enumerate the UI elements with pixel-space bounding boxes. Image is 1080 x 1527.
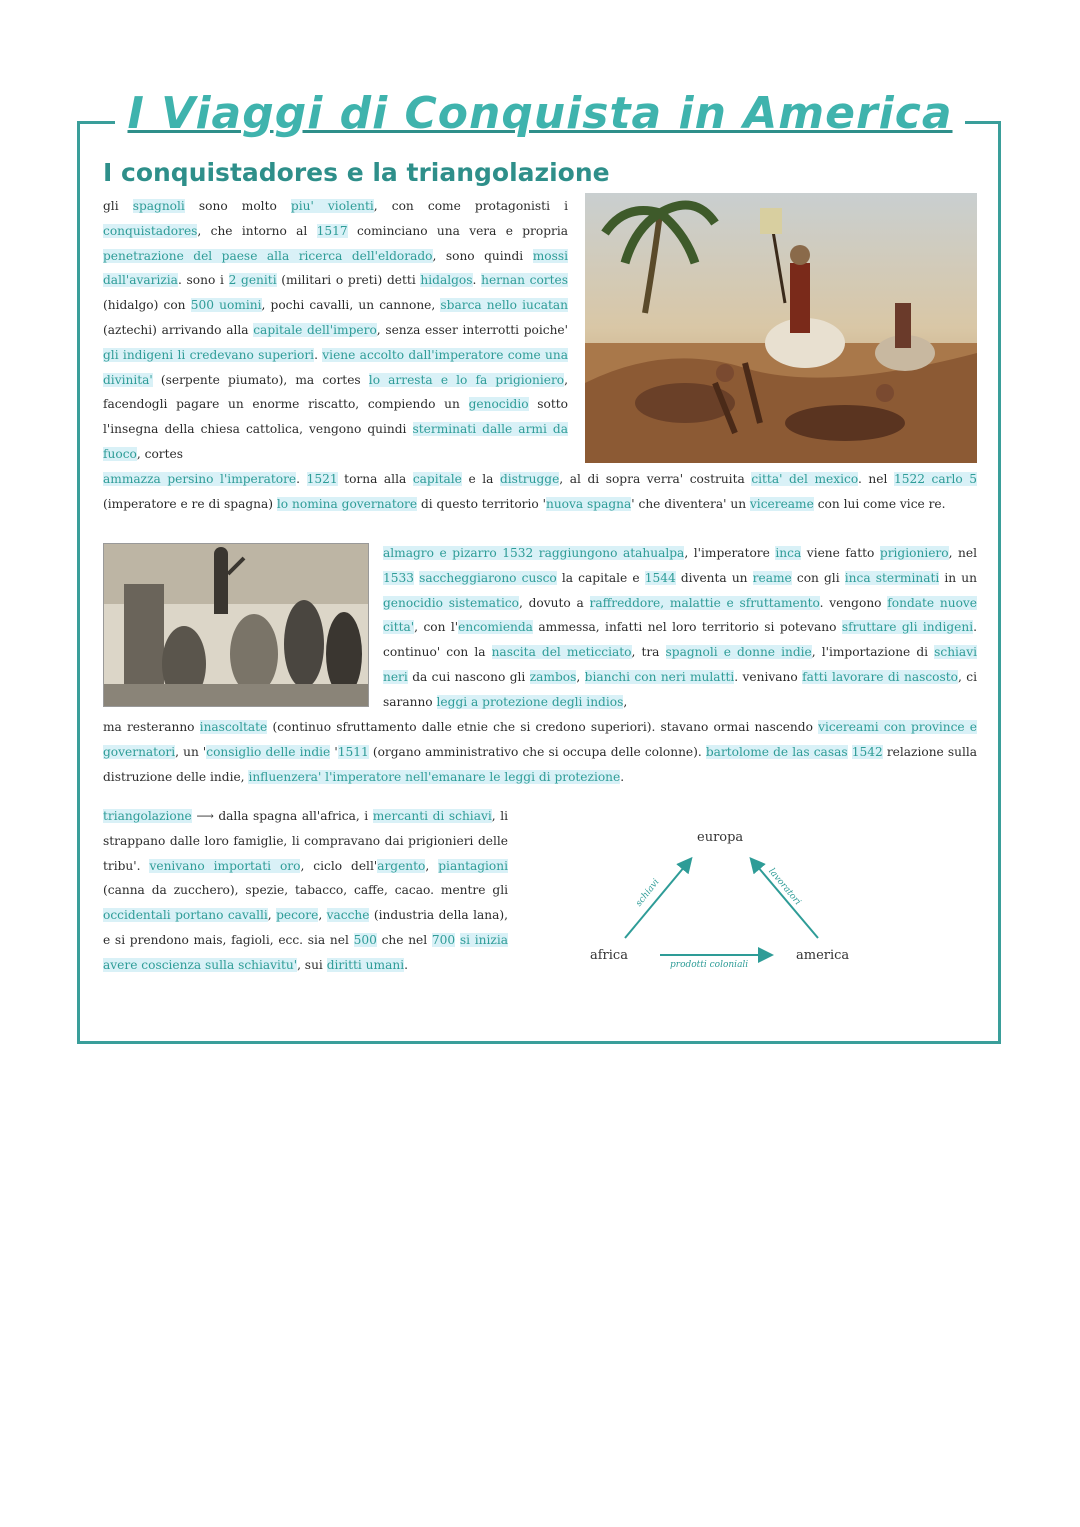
highlighted-term: occidentali portano cavalli	[103, 908, 268, 923]
highlighted-term: bartolome de las casas	[705, 744, 848, 759]
highlighted-term: capitale	[412, 472, 462, 486]
text-run: gli	[103, 199, 133, 213]
highlighted-term: sterminati dalle armi da fuoco	[103, 422, 568, 461]
text-run: diventa un	[675, 570, 753, 585]
text-run: (hidalgo) con	[103, 298, 191, 313]
node-africa: africa	[590, 948, 628, 963]
highlighted-term: pecore	[276, 908, 319, 923]
highlighted-term: fatti lavorare di nascosto	[802, 669, 958, 684]
text-run: ' che diventera' un	[631, 496, 750, 511]
highlighted-term: raffreddore, malattie e sfruttamento	[589, 595, 820, 610]
highlighted-term: 2 geniti	[228, 273, 277, 288]
highlighted-term: influenzera' l'imperatore nell'emanare le leggi di protezione	[248, 769, 621, 784]
highlighted-term: inascoltate	[199, 720, 268, 734]
node-america: america	[796, 948, 850, 963]
highlighted-term: distrugge	[499, 472, 560, 486]
text-run: .	[314, 347, 323, 362]
paragraph-cortes-continued	[103, 467, 977, 517]
text-run: torna alla	[337, 472, 413, 486]
text-run: che nel	[376, 932, 432, 947]
highlighted-term: hernan cortes	[481, 273, 568, 288]
highlighted-term: si inizia avere coscienza sulla schiavitu'	[103, 932, 508, 972]
slave-auction-engraving	[103, 543, 369, 707]
paragraph-conquistadores	[103, 194, 568, 467]
text-run: .	[404, 957, 408, 972]
highlighted-term: 1533	[383, 570, 415, 585]
highlighted-term: capitale dell'impero	[253, 322, 377, 337]
highlighted-term: triangolazione	[103, 809, 192, 823]
text-run: , con come protagonisti i	[373, 199, 568, 213]
highlighted-term: 1521	[306, 472, 338, 486]
text-run: (militari o preti) detti	[276, 273, 421, 288]
text-run: , che intorno al	[197, 223, 317, 238]
text-run: , con l'	[414, 620, 459, 635]
text-run: da cui nascono gli	[407, 669, 530, 684]
text-run: (canna da zucchero), spezie, tabacco, caffe, cacao. mentre gli	[103, 883, 508, 898]
highlighted-term: 1522 carlo 5	[893, 472, 977, 486]
text-run: , l'importazione di	[811, 645, 935, 660]
text-run: , un '	[175, 744, 207, 759]
text-run: , cortes	[136, 446, 183, 461]
arrow-africa-europa	[625, 860, 690, 938]
paragraph-triangolazione	[103, 804, 508, 978]
highlighted-term: hidalgos	[420, 273, 473, 288]
highlighted-term: nascita del meticciato	[491, 645, 632, 660]
highlighted-term: viene accolto dall'imperatore come una divinita'	[103, 347, 569, 387]
text-run: , ciclo dell'	[300, 858, 378, 873]
highlighted-term: almagro e pizarro 1532 raggiungono atahualpa	[383, 546, 685, 560]
text-run: , sui	[297, 957, 327, 972]
highlighted-term: penetrazione del paese alla ricerca dell'eldorado	[103, 248, 433, 263]
highlighted-term: 700	[431, 932, 456, 947]
highlighted-term: ammazza persino l'imperatore	[103, 472, 297, 486]
highlighted-term: inca sterminati	[844, 570, 940, 585]
highlighted-term: bianchi con neri mulatti	[584, 669, 735, 684]
highlighted-term: inca	[775, 546, 802, 560]
highlighted-term: 500 uomini	[190, 298, 262, 313]
highlighted-term: vicereame	[749, 496, 814, 511]
text-run: ,	[623, 694, 628, 709]
highlighted-term: genocidio sistematico	[383, 595, 520, 610]
edge-label-prodotti: prodotti coloniali	[670, 960, 749, 970]
highlighted-term: 1517	[316, 223, 348, 238]
edge-label-schiavi: schiavi	[634, 877, 662, 909]
text-run: . venivano	[734, 669, 803, 684]
node-europa: europa	[697, 830, 744, 845]
text-run: (aztechi) arrivando alla	[103, 322, 254, 337]
highlighted-term: reame	[752, 570, 792, 585]
text-run: (organo amministrativo che si occupa delle colonne).	[368, 744, 706, 759]
text-run: (imperatore e re di spagna)	[103, 496, 277, 511]
text-run: , tra	[631, 645, 666, 660]
highlighted-term: consiglio delle indie	[206, 744, 331, 759]
text-run: (serpente piumato), ma cortes	[152, 372, 369, 387]
text-run: di questo territorio '	[417, 496, 546, 511]
text-run: , nel	[948, 546, 977, 560]
highlighted-term: citta' del mexico	[751, 472, 858, 486]
highlighted-term: vacche	[326, 908, 370, 923]
text-run: , ci saranno	[383, 669, 977, 709]
text-run: , sono quindi	[432, 248, 533, 263]
text-run: sono molto	[184, 199, 291, 213]
arrow-america-europa	[752, 860, 818, 938]
text-run: , pochi cavalli, un cannone,	[261, 298, 441, 313]
text-run: '	[330, 744, 338, 759]
highlighted-term: piu' violenti	[290, 199, 374, 213]
edge-label-lavoratori: lavoratori	[766, 866, 803, 908]
highlighted-term: vicereami con province e governatori	[103, 720, 977, 759]
highlighted-term: sfruttare gli indigeni	[841, 620, 974, 635]
highlighted-term: mossi dall'avarizia	[103, 248, 569, 288]
highlighted-term: zambos	[529, 669, 577, 684]
text-run: ⟶ dalla spagna all'africa, i	[191, 809, 373, 823]
text-run: (continuo sfruttamento dalle etnie che si credono superiori). stavano ormai nascendo	[267, 720, 819, 734]
highlighted-term: diritti umani	[326, 957, 405, 972]
highlighted-term: nuova spagna	[545, 496, 632, 511]
text-run: , li strappano dalle loro famiglie, li compravano dai prigionieri delle tribu'.	[103, 809, 508, 873]
text-run: relazione sulla distruzione delle indie,	[103, 744, 978, 784]
highlighted-term: prigioniero	[879, 546, 949, 560]
highlighted-term: argento	[377, 858, 426, 873]
highlighted-term: leggi a protezione degli indios	[436, 694, 624, 709]
highlighted-term: saccheggiarono cusco	[419, 570, 557, 585]
text-run: . vengono	[819, 595, 888, 610]
text-run: cominciano una vera e propria	[347, 223, 568, 238]
text-run: (industria della lana), e si prendono mais, fagioli, ecc. sia nel	[103, 908, 509, 947]
highlighted-term: lo arresta e lo fa prigioniero	[368, 372, 565, 387]
highlighted-term: 500	[353, 932, 377, 947]
text-run: , facendogli pagare un enorme riscatto, compiendo un	[103, 372, 568, 412]
text-run: , senza esser interrotti poiche'	[376, 322, 568, 337]
paragraph-inca	[383, 541, 977, 715]
text-run: sotto l'insegna della chiesa cattolica, vengono quindi	[103, 397, 568, 437]
text-run: . nel	[857, 472, 894, 486]
page-title: I Viaggi di Conquista in America	[115, 82, 965, 146]
text-run: ,	[318, 908, 327, 923]
text-run: . sono i	[177, 273, 229, 288]
text-run: e la	[461, 472, 500, 486]
text-run: con gli	[791, 570, 845, 585]
text-run: ammessa, infatti nel loro territorio si potevano	[532, 620, 842, 635]
text-run: ma resteranno	[103, 720, 200, 734]
text-run: ,	[576, 669, 585, 684]
highlighted-term: sbarca nello iucatan	[440, 298, 569, 313]
paragraph-vicereami	[103, 715, 977, 789]
highlighted-term: lo nomina governatore	[276, 496, 418, 511]
text-run: , l'imperatore	[684, 546, 776, 560]
highlighted-term: 1544	[644, 570, 676, 585]
text-run: ,	[267, 908, 277, 923]
highlighted-term: piantagioni	[438, 858, 509, 873]
text-run: la capitale e	[556, 570, 645, 585]
conquest-painting	[585, 193, 977, 463]
text-run: .	[620, 769, 625, 784]
text-run: , dovuto a	[519, 595, 590, 610]
text-run: viene fatto	[801, 546, 880, 560]
highlighted-term: 1542	[851, 744, 883, 759]
highlighted-term: encomienda	[458, 620, 533, 635]
text-run: in un	[939, 570, 977, 585]
highlighted-term: venivano importati oro	[149, 858, 301, 873]
highlighted-term: 1511	[337, 744, 369, 759]
highlighted-term: genocidio	[468, 397, 529, 412]
text-run: con lui come vice re.	[813, 496, 946, 511]
highlighted-term: schiavi neri	[383, 645, 977, 684]
text-run: ,	[425, 858, 439, 873]
section-title: I conquistadores e la triangolazione	[103, 158, 610, 187]
highlighted-term: spagnoli e donne indie	[665, 645, 812, 660]
text-run: .	[296, 472, 307, 486]
highlighted-term: fondate nuove citta'	[383, 595, 978, 635]
highlighted-term: spagnoli	[132, 199, 185, 213]
highlighted-term: mercanti di schiavi	[372, 809, 492, 823]
text-run: , al di sopra verra' costruita	[559, 472, 752, 486]
text-run: .	[472, 273, 482, 288]
triangolazione-diagram	[580, 820, 880, 990]
text-run: . continuo' con la	[383, 620, 977, 660]
highlighted-term: gli indigeni li credevano superiori	[103, 347, 315, 362]
highlighted-term: conquistadores	[103, 223, 198, 238]
